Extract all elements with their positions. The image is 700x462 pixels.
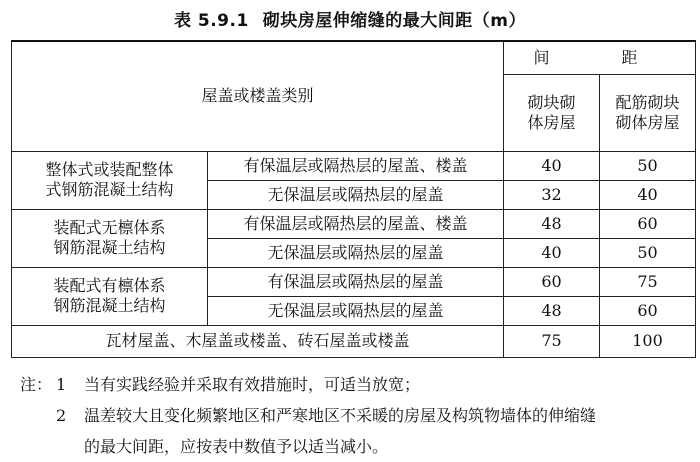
group-name-line2: 式钢筋混凝土结构 (45, 180, 174, 199)
sub-category: 无保温层或隔热层的屋盖 (208, 296, 504, 325)
sub-category: 瓦材屋盖、木屋盖或楼盖、砖石屋盖或楼盖 (12, 325, 504, 357)
table-row-roof-tile (12, 325, 696, 357)
table-row (12, 209, 696, 238)
note-text: 当有实践经验并采取有效措施时，可适当放宽； (84, 375, 421, 394)
note-index: 2 (56, 406, 67, 425)
value-masonry: 48 (504, 296, 600, 325)
value-reinforced: 40 (600, 180, 696, 209)
note-text-continued: 的最大间距，应按表中数值予以适当减小。 (84, 437, 389, 456)
group-name-line1: 装配式无檩体系 (53, 218, 166, 237)
table-row (12, 267, 696, 296)
header-col-masonry-line2: 体房屋 (527, 112, 576, 132)
group-name (12, 209, 208, 267)
value-reinforced: 50 (600, 151, 696, 180)
table-notes (20, 369, 696, 462)
value-reinforced: 100 (600, 325, 696, 357)
table-caption: 砌块房屋伸缩缝的最大间距（m） (262, 11, 527, 31)
table-title (0, 6, 700, 31)
value-masonry: 75 (504, 325, 600, 357)
sub-category: 无保温层或隔热层的屋盖 (208, 180, 504, 209)
note-text: 温差较大且变化频繁地区和严寒地区不采暖的房屋及构筑物墙体的伸缩缝 (84, 406, 597, 425)
notes-label: 注： (20, 375, 53, 394)
value-reinforced: 75 (600, 267, 696, 296)
group-name-line1: 装配式有檩体系 (53, 276, 166, 295)
value-reinforced: 50 (600, 238, 696, 267)
header-col-masonry (504, 74, 600, 151)
group-name (12, 151, 208, 209)
value-masonry: 40 (504, 151, 600, 180)
table-row (12, 151, 696, 180)
note-index: 1 (56, 375, 67, 394)
header-category: 屋盖或楼盖类别 (12, 41, 504, 151)
value-masonry: 40 (504, 238, 600, 267)
sub-category: 无保温层或隔热层的屋盖 (208, 238, 504, 267)
group-name (12, 267, 208, 325)
table-number: 表 5.9.1 (173, 11, 249, 31)
value-masonry: 60 (504, 267, 600, 296)
group-name-line1: 整体式或装配整体 (45, 160, 174, 179)
header-spacing: 间 距 (504, 41, 696, 74)
value-reinforced: 60 (600, 209, 696, 238)
note-item-1 (20, 369, 696, 400)
note-item-2 (20, 400, 696, 431)
value-masonry: 32 (504, 180, 600, 209)
value-masonry: 48 (504, 209, 600, 238)
value-reinforced: 60 (600, 296, 696, 325)
group-name-line2: 钢筋混凝土结构 (53, 296, 166, 315)
sub-category: 有保温层或隔热层的屋盖、楼盖 (208, 209, 504, 238)
joint-spacing-table (11, 40, 696, 358)
header-col-reinforced-line2: 砌体房屋 (615, 112, 680, 132)
sub-category: 有保温层或隔热层的屋盖、楼盖 (208, 151, 504, 180)
header-col-reinforced (600, 74, 696, 151)
group-name-line2: 钢筋混凝土结构 (53, 238, 166, 257)
header-col-reinforced-line1: 配筋砌块 (615, 92, 680, 112)
header-row-1 (12, 41, 696, 74)
header-col-masonry-line1: 砌块砌 (527, 92, 576, 112)
sub-category: 有保温层或隔热层的屋盖 (208, 267, 504, 296)
